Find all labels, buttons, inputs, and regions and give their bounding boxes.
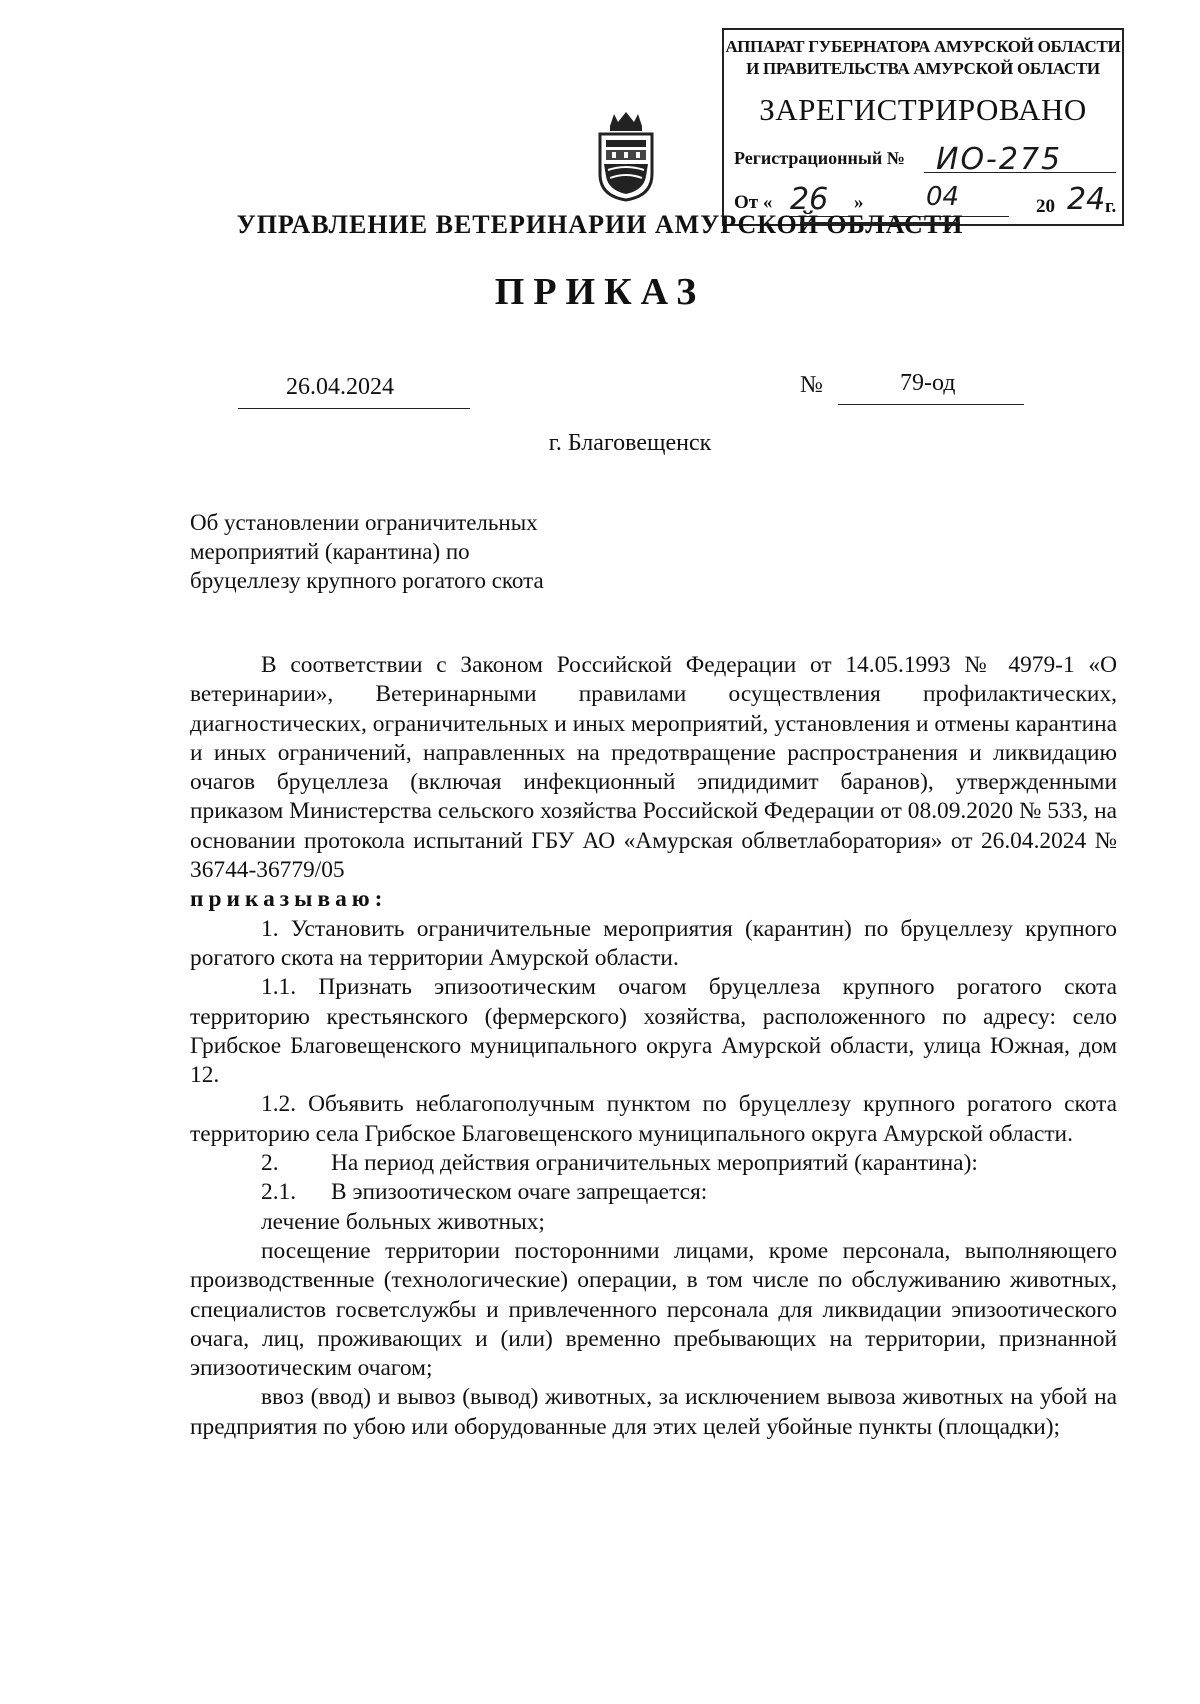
preamble-paragraph: В соответствии с Законом Российской Федерации от 14.05.1993 № 4979-1 «О ветеринарии», Ветеринарными правилами осуществления профилактических, диагностических, ограничительных и иных мероприятий, установления и отмены карантина и иных ограничений, направленных на предотвращение распространения и ликвидацию очагов бруцеллеза (включая инфекционный эпидидимит баранов), утвержденными приказом Министерства сельского хозяйства Российской Федерации от 08.09.2020 № 533, на основании протокола испытаний ГБУ АО «Амурская облветлаборатория» от 26.04.2024 № 36744-36779/05: [190, 652, 1117, 884]
clause-2-1: [190, 1178, 1117, 1207]
coat-of-arms-icon: [596, 110, 656, 202]
stamp-regnum-underline: [924, 172, 1116, 173]
stamp-day: 26: [790, 182, 829, 217]
subject-line: мероприятий (карантина) по: [190, 539, 470, 564]
stamp-date-prefix: От «: [734, 192, 773, 213]
stamp-quote-close: »: [854, 192, 864, 213]
stamp-year: 24: [1067, 182, 1106, 217]
orders-keyword: приказываю:: [190, 886, 388, 913]
stamp-month: 04: [926, 182, 960, 212]
stamp-organization: [724, 36, 1122, 80]
stamp-overlap-line: [800, 222, 960, 224]
clause-2-1-number: 2.1.: [261, 1179, 297, 1206]
clause-1: 1. Установить ограничительные мероприятия (карантин) по бруцеллезу крупного рогатого скота на территории Амурской области.: [190, 915, 1117, 971]
organization-title: УПРАВЛЕНИЕ ВЕТЕРИНАРИИ АМУРСКОЙ ОБЛАСТИ: [236, 210, 964, 239]
subject-line: бруцеллезу крупного рогатого скота: [190, 568, 544, 593]
stamp-year-suffix: г.: [1105, 196, 1117, 217]
document-number-underline: [838, 404, 1024, 405]
document-city: г. Благовещенск: [548, 430, 712, 456]
clause-1-1: 1.1. Признать эпизоотическим очагом бруцеллеза крупного рогатого скота территорию крестьянского (фермерского) хозяйства, расположенного по адресу: село Грибское Благовещенского муниципального округа Амурской области, улица Южная, дом 12.: [190, 974, 1117, 1089]
document-body: [190, 651, 1117, 1442]
clause-2-number: 2.: [261, 1150, 279, 1177]
registration-stamp: [722, 28, 1124, 226]
stamp-org-line2: И ПРАВИТЕЛЬСТВА АМУРСКОЙ ОБЛАСТИ: [746, 59, 1100, 78]
stamp-registered-label: ЗАРЕГИСТРИРОВАНО: [759, 92, 1087, 127]
clause-2-text: На период действия ограничительных мероприятий (карантина):: [331, 1150, 978, 1177]
stamp-org-line1: АППАРАТ ГУБЕРНАТОРА АМУРСКОЙ ОБЛАСТИ: [725, 37, 1121, 56]
stamp-regnum-label: Регистрационный №: [734, 148, 905, 168]
document-date-underline: [238, 408, 470, 409]
clause-2-1-text: В эпизоотическом очаге запрещается:: [331, 1179, 708, 1206]
stamp-year-prefix: 20: [1036, 196, 1055, 217]
stamp-regnum-value: ИО-275: [936, 142, 1063, 177]
prohibition-item: ввоз (ввод) и вывоз (вывод) животных, за исключением вывоза животных на убой на предприятия по убою или оборудованные для этих целей убойные пункты (площадки);: [190, 1384, 1117, 1440]
document-type: ПРИКАЗ: [494, 271, 706, 313]
clause-2: [190, 1149, 1117, 1178]
subject-line: Об установлении ограничительных: [190, 510, 538, 535]
document-date: 26.04.2024: [286, 374, 394, 400]
document-number-label: №: [800, 372, 823, 398]
document-subject: [190, 508, 710, 595]
clause-1-2: 1.2. Объявить неблагополучным пунктом по бруцеллезу крупного рогатого скота территорию села Грибское Благовещенского муниципального округа Амурской области.: [190, 1091, 1117, 1147]
prohibition-item: посещение территории посторонними лицами, кроме персонала, выполняющего производственные (технологические) операции, в том числе по обслуживанию животных, специалистов госветслужбы и привлеченного персонала для ликвидации эпизоотического очага, лиц, проживающих и (или) временно пребывающих на территории, признанной эпизоотическим очагом;: [190, 1237, 1117, 1382]
document-number: 79-од: [900, 370, 956, 396]
prohibition-item: лечение больных животных;: [261, 1208, 545, 1235]
